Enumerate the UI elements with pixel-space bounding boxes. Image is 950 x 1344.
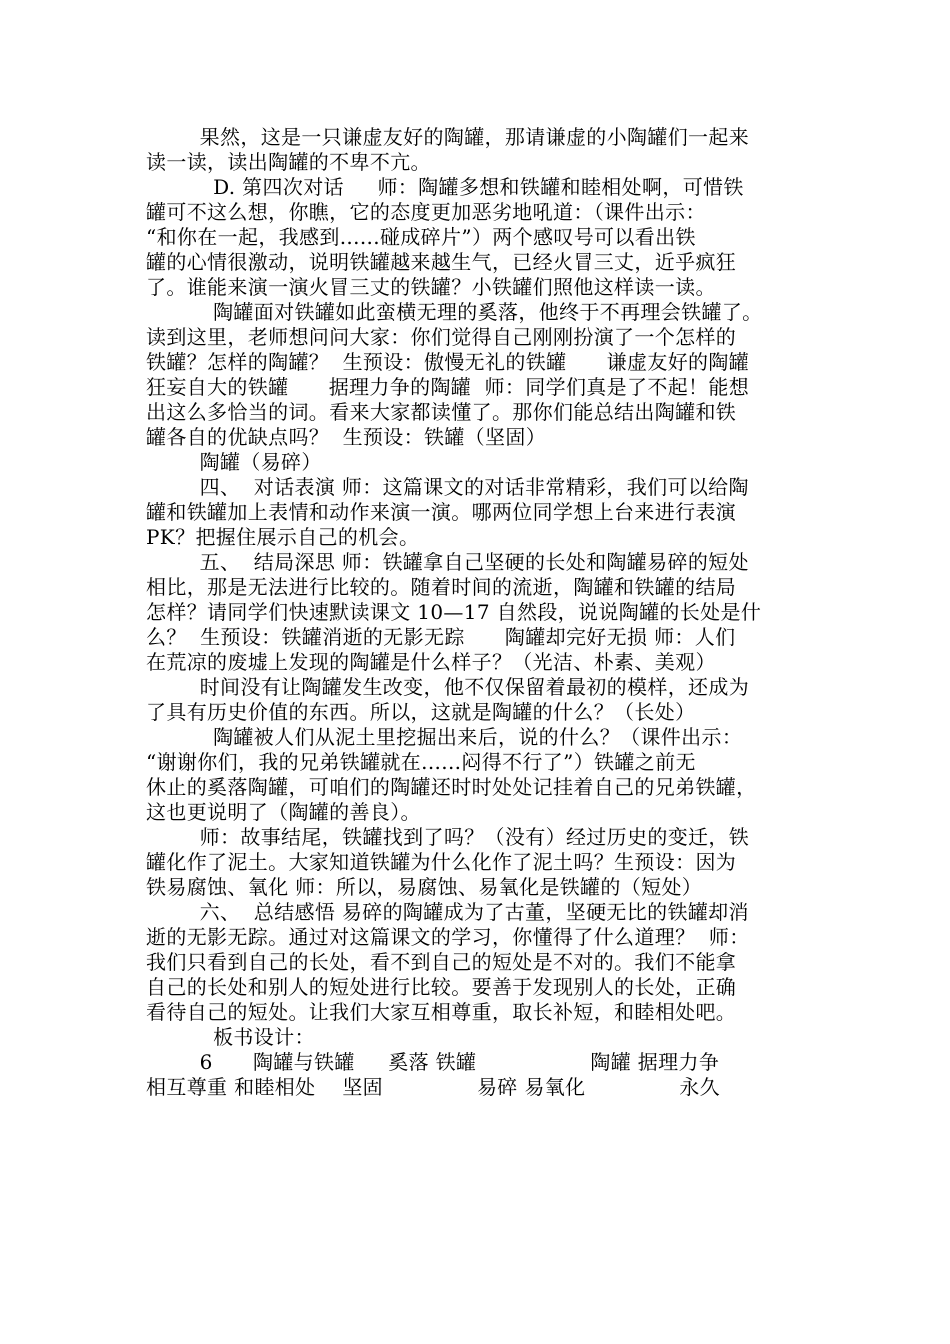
text-line: 师：故事结尾，铁罐找到了吗？（没有）经过历史的变迁，铁 <box>146 825 750 849</box>
text-line: “和你在一起，我感到......碰成碎片”）两个感叹号可以看出铁 <box>146 225 696 249</box>
text-line: 了具有历史价值的东西。所以，这就是陶罐的什么？（长处） <box>146 700 696 724</box>
text-line: 四、 对话表演 师：这篇课文的对话非常精彩，我们可以给陶 <box>146 475 749 499</box>
text-line: 在荒凉的废墟上发现的陶罐是什么样子？（光洁、朴素、美观） <box>146 650 716 674</box>
text-line: 怎样？请同学们快速默读课文 10—17 自然段，说说陶罐的长处是什 <box>146 600 762 624</box>
text-line: 罐各自的优缺点吗？ 生预设：铁罐（坚固） <box>146 425 547 449</box>
text-line: 时间没有让陶罐发生改变，他不仅保留着最初的模样，还成为 <box>146 675 750 699</box>
text-line: 读一读，读出陶罐的不卑不亢。 <box>146 150 431 174</box>
text-line: 出这么多恰当的词。看来大家都读懂了。那你们能总结出陶罐和铁 <box>146 400 737 424</box>
text-line: “谢谢你们，我的兄弟铁罐就在......闷得不行了”）铁罐之前无 <box>146 750 696 774</box>
text-line: D. 第四次对话 师：陶罐多想和铁罐和睦相处啊，可惜铁 <box>146 175 744 199</box>
text-line: 陶罐被人们从泥土里挖掘出来后，说的什么？（课件出示： <box>146 725 743 749</box>
text-line: 相比，那是无法进行比较的。随着时间的流逝，陶罐和铁罐的结局 <box>146 575 737 599</box>
text-line: 陶罐（易碎） <box>146 450 322 474</box>
text-line: 陶罐面对铁罐如此蛮横无理的奚落，他终于不再理会铁罐了。 <box>146 300 763 324</box>
text-line: 自己的长处和别人的短处进行比较。要善于发现别人的长处，正确 <box>146 975 737 999</box>
text-line: 果然，这是一只谦虚友好的陶罐，那请谦虚的小陶罐们一起来 <box>146 125 750 149</box>
text-line: 么？ 生预设：铁罐消逝的无影无踪 陶罐却完好无损 师：人们 <box>146 625 736 649</box>
text-line: 铁罐？怎样的陶罐？ 生预设：傲慢无礼的铁罐 谦虚友好的陶罐 <box>146 350 750 374</box>
text-line: 读到这里，老师想问问大家：你们觉得自己刚刚扮演了一个怎样的 <box>146 325 737 349</box>
text-line: 铁易腐蚀、氧化 师：所以，易腐蚀、易氧化是铁罐的（短处） <box>146 875 703 899</box>
text-line: 这也更说明了（陶罐的善良）。 <box>146 800 421 824</box>
text-line: 五、 结局深思 师：铁罐拿自己坚硬的长处和陶罐易碎的短处 <box>146 550 749 574</box>
text-line: 了。谁能来演一演火冒三丈的铁罐？小铁罐们照他这样读一读。 <box>146 275 716 299</box>
text-line: 罐可不这么想，你瞧，它的态度更加恶劣地吼道：（课件出示： <box>146 200 706 224</box>
blackboard-design-line: 6 陶罐与铁罐 奚落 铁罐 陶罐 据理力争 <box>146 1050 720 1074</box>
text-line: 罐化作了泥土。大家知道铁罐为什么化作了泥土吗？生预设：因为 <box>146 850 737 874</box>
text-line: 看待自己的短处。让我们大家互相尊重，取长补短，和睦相处吧。 <box>146 1000 737 1024</box>
text-line: 罐的心情很激动，说明铁罐越来越生气，已经火冒三丈，近乎疯狂 <box>146 250 737 274</box>
text-line: 罐和铁罐加上表情和动作来演一演。哪两位同学想上台来进行表演 <box>146 500 737 524</box>
blackboard-design-heading: 板书设计： <box>146 1025 315 1049</box>
blackboard-design-line: 相互尊重 和睦相处 坚固 易碎 易氧化 永久 <box>146 1075 721 1099</box>
text-line: 逝的无影无踪。通过对这篇课文的学习，你懂得了什么道理？ 师： <box>146 925 750 949</box>
text-line: 六、 总结感悟 易碎的陶罐成为了古董，坚硬无比的铁罐却消 <box>146 900 749 924</box>
text-line: 休止的奚落陶罐，可咱们的陶罐还时时处处记挂着自己的兄弟铁罐， <box>146 775 757 799</box>
text-line: 狂妄自大的铁罐 据理力争的陶罐 师：同学们真是了不起！能想 <box>146 375 750 399</box>
text-line: 我们只看到自己的长处，看不到自己的短处是不对的。我们不能拿 <box>146 950 737 974</box>
text-line: PK？把握住展示自己的机会。 <box>146 525 420 549</box>
